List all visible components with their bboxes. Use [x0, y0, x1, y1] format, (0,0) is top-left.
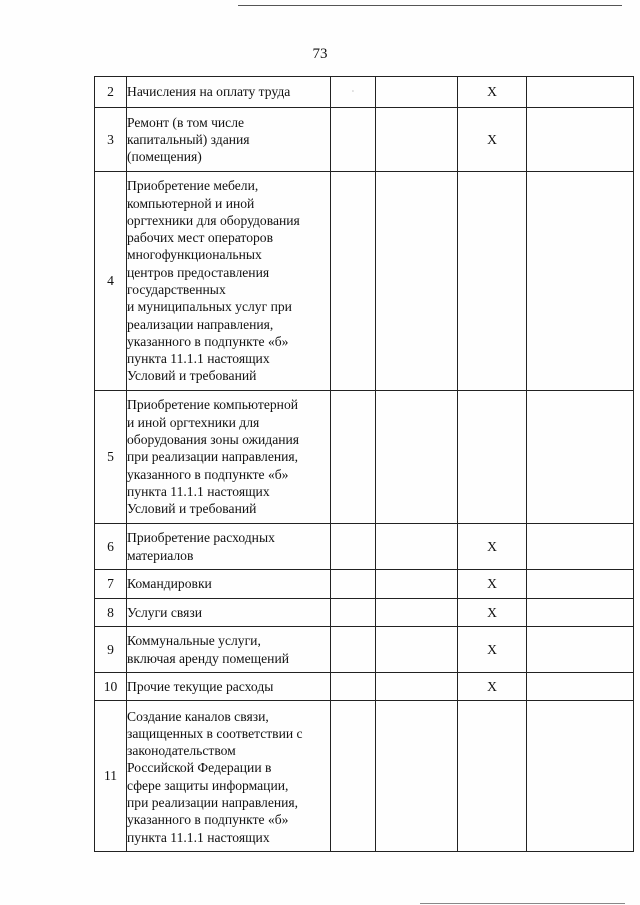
table-row — [95, 391, 634, 524]
table-row — [95, 599, 634, 627]
table-row — [95, 570, 634, 599]
row-number: 8 — [95, 599, 127, 627]
cell-col4 — [376, 570, 458, 599]
cell-col3 — [331, 673, 376, 701]
expense-name: Ремонт (в том числе капитальный) здания (помещения) — [127, 108, 331, 172]
expense-name: Услуги связи — [127, 599, 331, 627]
cell-col6 — [527, 627, 634, 673]
cell-col4 — [376, 599, 458, 627]
expense-name: Приобретение расходных материалов — [127, 524, 331, 570]
cell-col3 — [331, 599, 376, 627]
cell-col6 — [527, 701, 634, 852]
cell-col4 — [376, 172, 458, 391]
row-number: 6 — [95, 524, 127, 570]
table-row — [95, 108, 634, 172]
table-row — [95, 172, 634, 391]
expense-name — [127, 701, 331, 852]
cell-col6 — [527, 599, 634, 627]
cell-x-mark — [458, 391, 527, 524]
expense-name: Приобретение мебели, компьютерной и иной оргтехники для оборудования рабочих мест операторов многофункциональных центров предоставления государственных и муниципальных услуг при реализации направления, указанного в подпункте «б» пункта 11.1.1 настоящих Условий и требований — [127, 172, 331, 391]
row-number: 7 — [95, 570, 127, 599]
cell-col4 — [376, 627, 458, 673]
expense-name: Прочие текущие расходы — [127, 673, 331, 701]
row-number: 5 — [95, 391, 127, 524]
stray-mark: · — [351, 87, 355, 96]
expense-table — [94, 76, 634, 852]
top-rule — [238, 5, 622, 6]
cell-col3 — [331, 172, 376, 391]
row-number: 2 — [95, 77, 127, 108]
expense-name: Командировки — [127, 570, 331, 599]
cell-x-mark — [458, 701, 527, 852]
cell-x-mark: X — [458, 524, 527, 570]
row-number: 3 — [95, 108, 127, 172]
cell-col6 — [527, 673, 634, 701]
cell-col6 — [527, 570, 634, 599]
cell-x-mark: X — [458, 673, 527, 701]
page-number: 73 — [312, 46, 328, 62]
expense-name: Коммунальные услуги, включая аренду помещений — [127, 627, 331, 673]
cell-x-mark: X — [458, 627, 527, 673]
cell-col4 — [376, 524, 458, 570]
cell-col4 — [376, 391, 458, 524]
cell-x-mark: X — [458, 108, 527, 172]
table-row — [95, 77, 634, 108]
cell-x-mark: X — [458, 599, 527, 627]
row-number: 4 — [95, 172, 127, 391]
cell-col3 — [331, 701, 376, 852]
cell-x-mark: X — [458, 77, 527, 108]
cell-col4 — [376, 701, 458, 852]
expense-name: Приобретение компьютерной и иной оргтехники для оборудования зоны ожидания при реализации направления, указанного в подпункте «б» пункта 11.1.1 настоящих Условий и требований — [127, 391, 331, 524]
cell-col3 — [331, 524, 376, 570]
table-row — [95, 627, 634, 673]
table-row — [95, 701, 634, 852]
cell-col6 — [527, 108, 634, 172]
row-number: 10 — [95, 673, 127, 701]
cell-col6 — [527, 77, 634, 108]
row-number: 9 — [95, 627, 127, 673]
cut-off-text: Создание каналов связи, защищенных в соответствии с законодательством Российской Федерации в сфере защиты информации, при реализации направления, указанного в подпункте «б» пункта 11.1.1 настоящих — [127, 708, 303, 845]
bottom-rule — [420, 903, 625, 904]
cell-col6 — [527, 172, 634, 391]
cell-col3 — [331, 570, 376, 599]
cell-col3 — [331, 391, 376, 524]
cell-col3 — [331, 108, 376, 172]
row-number: 11 — [95, 701, 127, 852]
cell-col4 — [376, 673, 458, 701]
cell-x-mark: X — [458, 570, 527, 599]
cell-col6 — [527, 391, 634, 524]
cell-col4 — [376, 77, 458, 108]
cell-col6 — [527, 524, 634, 570]
cell-col4 — [376, 108, 458, 172]
cell-x-mark — [458, 172, 527, 391]
expense-name: Начисления на оплату труда — [127, 77, 331, 108]
cell-col3 — [331, 77, 376, 108]
table-row — [95, 673, 634, 701]
table-row — [95, 524, 634, 570]
cell-col3 — [331, 627, 376, 673]
